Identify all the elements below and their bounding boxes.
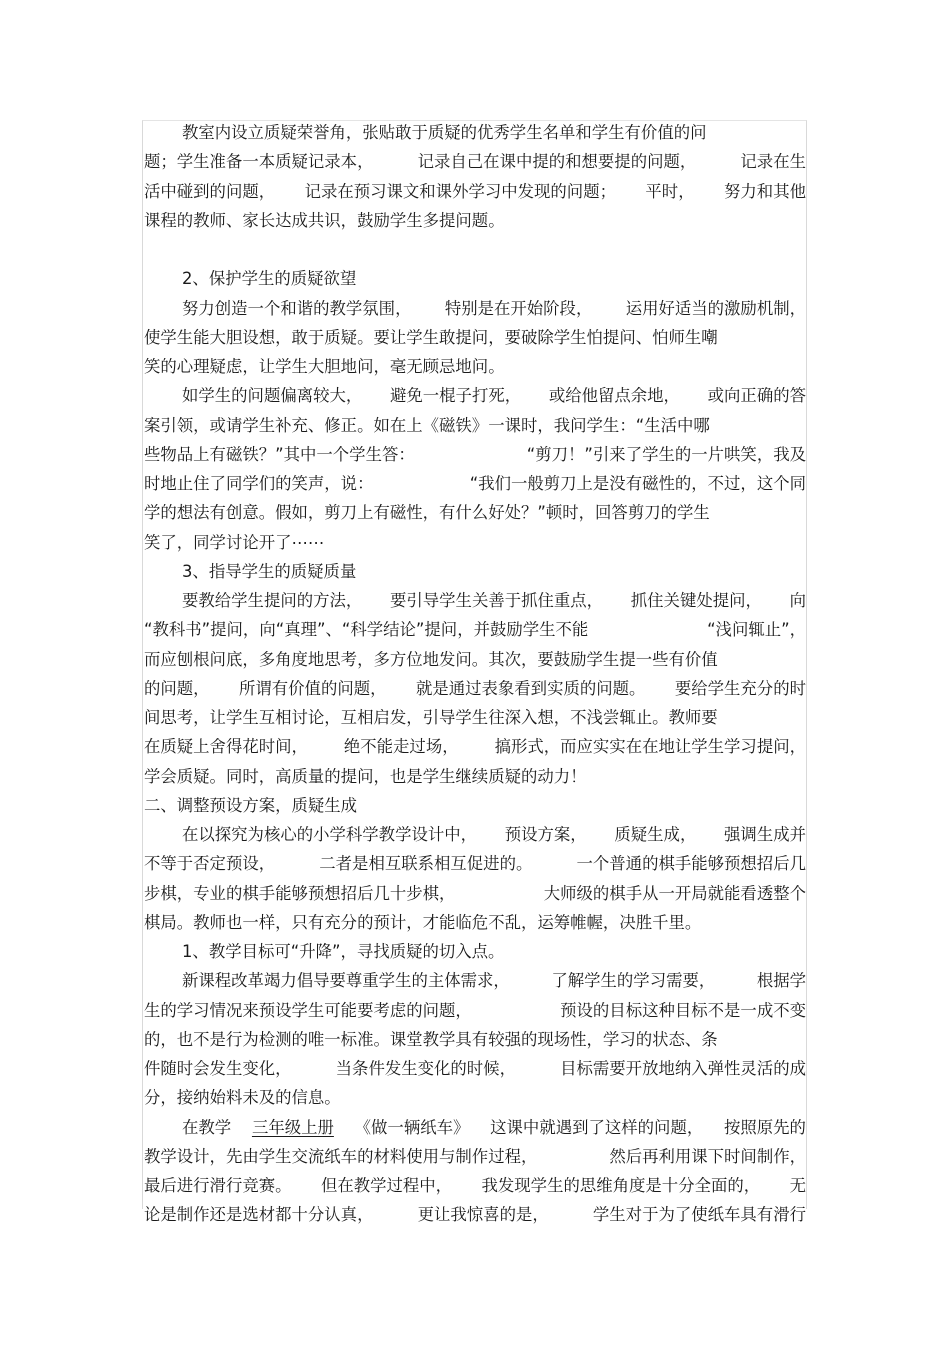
text-segment: 学会质疑。同时，高质量的提问，也是学生继续质疑的动力！ (144, 766, 587, 786)
text-line (144, 498, 806, 527)
text-segment: 《做一辆纸车》 (354, 1117, 470, 1137)
text-segment: 记录在预习课文和课外学习中发现的问题； (304, 181, 616, 201)
text-segment: 使学生能大胆设想，敢于质疑。要让学生敢提问，要破除学生怕提问、怕师生嘲 (144, 327, 718, 347)
text-segment: 要引导学生关善于抓住重点， (390, 591, 604, 610)
text-line (144, 645, 806, 674)
text-segment: 案引领，或请学生补充、修正。如在上《磁铁》一课时，我问学生：“生活中哪 (144, 415, 710, 435)
text-line (144, 1171, 806, 1200)
text-line (144, 469, 806, 498)
text-segment: 新课程改革竭力倡导要尊重学生的主体需求， (182, 971, 510, 991)
text-segment: 些物品上有磁铁？”其中一个学生答： (144, 444, 415, 464)
text-segment: 教学设计，先由学生交流纸车的材料使用与制作过程， (144, 1146, 538, 1166)
underlined-text: 三年级上册 (251, 1117, 334, 1137)
text-segment: 棋局。教师也一样，只有充分的预计，才能临危不乱，运筹帷幄，决胜千里。 (144, 912, 702, 932)
text-line (144, 352, 806, 381)
text-segment: 题；学生准备一本质疑记录本， (144, 152, 374, 172)
text-segment: 预设的目标这种目标不是一成不变 (560, 1000, 806, 1020)
text-line (144, 323, 806, 352)
text-segment: 学生对于为了使纸车具有滑行 (592, 1205, 806, 1225)
text-line (144, 557, 806, 586)
text-segment: 而应刨根问底，多角度地思考，多方位地发问。其次，要鼓励学生提一些有价值 (144, 649, 718, 669)
text-line (144, 1113, 806, 1142)
text-line (144, 615, 806, 644)
text-segment: 当条件发生变化的时候， (335, 1059, 516, 1078)
text-segment: 分，接纳始料未及的信息。 (144, 1088, 341, 1108)
text-segment: 笑了，同学讨论开了⋯⋯ (144, 532, 325, 552)
text-segment: 平时， (645, 181, 695, 201)
text-segment: 抓住关键处提问， (630, 591, 762, 610)
text-segment: 记录自己在课中提的和想要提的问题， (417, 152, 697, 172)
text-line (144, 820, 806, 849)
text-line (144, 703, 806, 732)
text-segment: 避免一棍子打死， (390, 386, 522, 406)
text-segment: 活中碰到的问题， (144, 181, 276, 201)
text-segment: 步棋，专业的棋手能够预想招后几十步棋， (144, 883, 456, 903)
text-line (144, 411, 806, 440)
text-line (144, 440, 806, 469)
text-segment: 但在教学过程中， (320, 1176, 453, 1195)
text-line (144, 996, 806, 1025)
text-line (144, 1054, 806, 1083)
text-segment: 搞形式，而应实实在在地让学生学习提问， (494, 737, 806, 757)
text-segment: 间思考，让学生互相讨论，互相启发，引导学生往深入想，不浅尝辄止。教师要 (144, 708, 718, 727)
text-segment: 二、调整预设方案，质疑生成 (144, 795, 358, 815)
text-line (144, 1142, 806, 1171)
text-line (144, 1200, 806, 1229)
text-segment: 1、教学目标可“升降”，寻找质疑的切入点。 (182, 942, 505, 961)
text-line (144, 294, 806, 323)
text-segment: 向 (789, 591, 806, 610)
text-segment: 在教学 (182, 1117, 232, 1137)
text-segment: 就是通过表象看到实质的问题。 (415, 678, 646, 698)
text-segment: 这课中就遇到了这样的问题， (490, 1117, 704, 1137)
text-segment: 然后再利用课下时间制作， (609, 1146, 806, 1166)
text-line (144, 879, 806, 908)
text-line (144, 908, 806, 937)
text-segment: 要给学生充分的时 (674, 678, 806, 698)
text-segment: 大师级的棋手从一开局就能看透整个 (543, 883, 806, 903)
text-line (144, 1083, 806, 1112)
text-line (144, 1025, 806, 1054)
text-segment: 特别是在开始阶段， (444, 298, 593, 318)
text-segment: 强调生成并 (724, 825, 806, 844)
text-segment: 或向正确的答 (707, 386, 806, 406)
text-line (144, 381, 806, 410)
text-segment: 在质疑上舍得花时间， (144, 737, 308, 757)
text-segment: 件随时会发生变化， (144, 1059, 292, 1078)
body-text (144, 118, 806, 1230)
text-segment: 或给他留点余地， (548, 386, 680, 406)
text-segment: “我们一般剪刀上是没有磁性的，不过，这个同 (469, 474, 806, 493)
text-line (144, 762, 806, 791)
text-line (144, 177, 806, 206)
text-segment: 无 (789, 1176, 806, 1195)
text-segment: 在以探究为核心的小学科学教学设计中， (182, 825, 478, 844)
text-segment: 记录在生 (740, 152, 806, 172)
text-segment: 的问题， (144, 678, 210, 698)
text-segment: 更让我惊喜的是， (417, 1205, 549, 1225)
text-line (144, 674, 806, 703)
text-segment: 一个普通的棋手能够预想招后几 (576, 854, 806, 874)
text-segment: 的，也不是行为检测的唯一标准。课堂教学具有较强的现场性，学习的状态、条 (144, 1029, 718, 1049)
text-segment: 绝不能走过场， (343, 737, 459, 757)
text-segment: 了解学生的学习需要， (551, 971, 716, 991)
text-segment: 论是制作还是选材都十分认真， (144, 1205, 374, 1225)
text-segment: 如学生的问题偏离较大， (182, 386, 363, 406)
text-segment: 运用好适当的激励机制， (625, 298, 806, 318)
text-segment: 根据学 (756, 971, 806, 991)
text-segment: 按照原先的 (724, 1117, 806, 1137)
text-segment: “教科书”提问，向“真理”、“科学结论”提问，并鼓励学生不能 (144, 620, 589, 640)
text-segment: “浅问辄止”， (707, 620, 806, 640)
text-segment: 笑的心理疑虑，让学生大胆地问，毫无顾忌地问。 (144, 357, 505, 376)
text-segment: 3、指导学生的质疑质量 (182, 561, 357, 581)
text-segment: 不等于否定预设， (144, 854, 276, 874)
text-line (144, 849, 806, 878)
text-segment: 课程的教师、家长达成共识，鼓励学生多提问题。 (144, 210, 505, 230)
text-line (144, 732, 806, 761)
text-line (144, 118, 806, 147)
text-line (144, 937, 806, 966)
text-segment: 质疑生成， (614, 825, 697, 844)
blank-line (144, 235, 806, 264)
text-segment: 最后进行滑行竞赛。 (144, 1176, 292, 1195)
text-segment: 时地止住了同学们的笑声，说： (144, 474, 374, 493)
text-segment: 所谓有价值的问题， (239, 678, 387, 698)
text-segment: 努力和其他 (724, 181, 806, 201)
text-line (144, 206, 806, 235)
text-segment: 2、保护学生的质疑欲望 (182, 269, 357, 289)
text-segment: 预设方案， (504, 825, 587, 844)
text-segment: 教室内设立质疑荣誉角，张贴敢于质疑的优秀学生名单和学生有价值的问 (182, 123, 707, 142)
text-line (144, 586, 806, 615)
text-segment: “剪刀！”引来了学生的一片哄笑，我及 (526, 444, 806, 464)
text-segment: 生的学习情况来预设学生可能要考虑的问题， (144, 1000, 472, 1020)
text-line (144, 147, 806, 176)
text-segment: 我发现学生的思维角度是十分全面的， (481, 1176, 761, 1195)
text-line (144, 966, 806, 995)
text-segment: 目标需要开放地纳入弹性灵活的成 (560, 1059, 806, 1078)
text-line (144, 264, 806, 293)
text-segment: 要教给学生提问的方法， (182, 591, 363, 610)
text-line (144, 528, 806, 557)
text-segment: 学的想法有创意。假如，剪刀上有磁性，有什么好处？”顿时，回答剪刀的学生 (144, 503, 710, 523)
text-segment: 努力创造一个和谐的教学氛围， (182, 298, 412, 318)
text-segment: 二者是相互联系相互促进的。 (319, 854, 533, 874)
text-line (144, 791, 806, 820)
